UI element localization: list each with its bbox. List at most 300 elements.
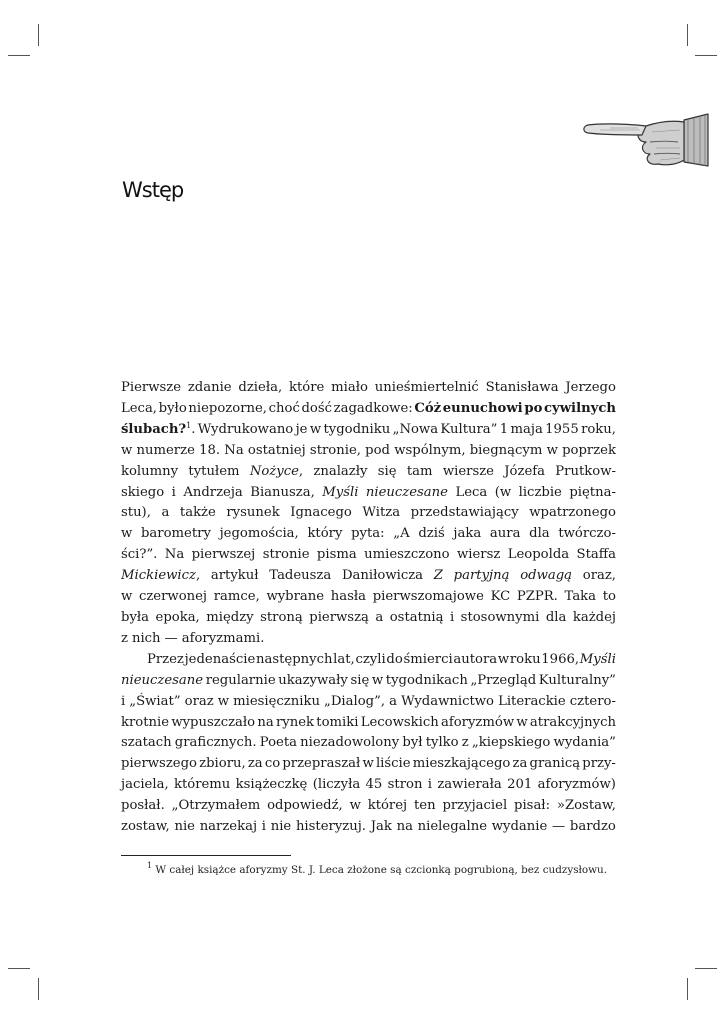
word-text: znalazły bbox=[313, 463, 368, 479]
word bbox=[393, 524, 409, 545]
word bbox=[206, 608, 253, 629]
word bbox=[544, 399, 616, 420]
body-line bbox=[121, 796, 616, 817]
word-text: regularnie bbox=[205, 672, 276, 688]
word bbox=[545, 420, 579, 441]
word bbox=[218, 692, 229, 713]
word bbox=[313, 462, 367, 483]
body-line bbox=[121, 524, 616, 545]
word-text: ramce, bbox=[213, 589, 260, 605]
word-text: stronie bbox=[262, 547, 310, 563]
word-text: Józefa bbox=[504, 463, 545, 479]
word-text: Myśli bbox=[579, 651, 616, 667]
word bbox=[188, 462, 239, 483]
word bbox=[454, 566, 510, 587]
word-text: aforyzmów bbox=[440, 714, 515, 730]
word-text: śmierci bbox=[403, 651, 453, 667]
word-text: wydania” bbox=[553, 735, 616, 751]
word-text: stosownymi bbox=[460, 609, 540, 625]
body-line bbox=[121, 671, 616, 692]
word bbox=[121, 692, 125, 713]
word-text: co bbox=[264, 756, 281, 772]
footnote-rule bbox=[121, 855, 291, 856]
word-text: było bbox=[158, 400, 187, 416]
word bbox=[539, 671, 616, 692]
word bbox=[316, 713, 358, 734]
word bbox=[440, 420, 497, 441]
word bbox=[269, 399, 300, 420]
word bbox=[443, 462, 494, 483]
word-text: cztero- bbox=[569, 693, 616, 709]
word bbox=[220, 524, 299, 545]
word bbox=[541, 650, 579, 671]
word-text: (liczyła bbox=[312, 777, 361, 793]
word bbox=[507, 775, 532, 796]
word bbox=[224, 441, 243, 462]
word-text: posłał. bbox=[121, 798, 165, 814]
word-text: Poeta bbox=[259, 735, 297, 751]
word bbox=[317, 545, 357, 566]
word-text: był bbox=[402, 735, 423, 751]
word-text: liczbie bbox=[518, 484, 562, 500]
word-text: KC bbox=[490, 589, 511, 605]
word bbox=[185, 692, 214, 713]
word bbox=[402, 733, 422, 754]
word bbox=[361, 713, 439, 734]
word bbox=[260, 608, 303, 629]
word-text: zdanie bbox=[187, 380, 232, 395]
word-text: czerwonej bbox=[138, 589, 208, 605]
word-text: Witza bbox=[362, 505, 401, 521]
word-text: była bbox=[121, 609, 150, 625]
word-text: mieszkającego bbox=[412, 756, 511, 772]
word bbox=[188, 399, 267, 420]
word-text: pisał: bbox=[514, 798, 551, 814]
word bbox=[450, 608, 454, 629]
word bbox=[313, 775, 361, 796]
word bbox=[394, 441, 465, 462]
word-text: tylko bbox=[425, 735, 459, 751]
word-text: odwagą bbox=[520, 568, 573, 584]
word-text: nich bbox=[131, 630, 161, 646]
word-text: aforyzmami. bbox=[181, 630, 265, 646]
word-text: każdej bbox=[572, 609, 616, 625]
word bbox=[121, 608, 149, 629]
word-text: zawierała bbox=[437, 777, 502, 793]
word-text: w bbox=[217, 693, 230, 709]
body-line bbox=[121, 692, 616, 713]
body-line bbox=[121, 399, 616, 420]
word bbox=[407, 462, 433, 483]
word-text: Taka bbox=[564, 589, 597, 605]
word bbox=[171, 713, 255, 734]
word bbox=[362, 754, 373, 775]
word bbox=[517, 587, 558, 608]
word bbox=[375, 378, 479, 399]
word bbox=[278, 671, 348, 692]
word bbox=[165, 545, 184, 566]
word bbox=[121, 775, 169, 796]
word bbox=[342, 566, 423, 587]
crop-mark-top-right bbox=[687, 24, 688, 46]
word bbox=[214, 587, 260, 608]
word bbox=[426, 733, 459, 754]
word bbox=[428, 775, 432, 796]
word-text: pod bbox=[365, 442, 390, 458]
word bbox=[558, 524, 616, 545]
word-text: 201 bbox=[507, 777, 533, 793]
word-text: 1 bbox=[499, 421, 509, 437]
word-text: ukazywały bbox=[278, 672, 348, 688]
word-text: jaciela, bbox=[121, 777, 169, 793]
word bbox=[492, 817, 548, 838]
word-text: miało bbox=[331, 380, 368, 395]
word-text: Jerzego bbox=[565, 380, 616, 395]
word-text: się bbox=[350, 672, 370, 688]
word bbox=[250, 462, 303, 483]
word-text: pierwszomajowe bbox=[372, 589, 484, 605]
word-text: aura bbox=[489, 526, 521, 542]
word-text: Literackie bbox=[498, 693, 566, 709]
word bbox=[263, 545, 310, 566]
word-text: artykuł bbox=[210, 568, 259, 584]
word-text: „Dialog”, bbox=[324, 693, 386, 709]
word bbox=[121, 441, 132, 462]
word-text: któremu bbox=[173, 777, 231, 793]
word-text: — bbox=[164, 630, 178, 646]
word-text: w bbox=[497, 651, 510, 667]
word-text: Leca, bbox=[121, 400, 158, 416]
word-text: Nożyce bbox=[249, 463, 299, 479]
word bbox=[132, 629, 161, 650]
word-text: wiersz bbox=[456, 547, 501, 563]
word-text: także bbox=[179, 505, 216, 521]
word-text: Kulturalny” bbox=[538, 672, 616, 688]
word-text: Myśli bbox=[322, 484, 359, 500]
word-text: Prutkow- bbox=[555, 463, 616, 479]
word bbox=[529, 503, 616, 524]
body-line bbox=[121, 503, 616, 524]
word-text: jaka bbox=[453, 526, 482, 542]
word-text: w bbox=[121, 442, 133, 458]
word bbox=[603, 587, 616, 608]
word bbox=[257, 713, 273, 734]
word bbox=[546, 608, 567, 629]
word bbox=[393, 420, 438, 441]
word-text: a bbox=[389, 693, 397, 709]
word-text: Przez bbox=[147, 651, 184, 667]
word bbox=[226, 503, 279, 524]
word bbox=[282, 754, 360, 775]
word bbox=[175, 733, 257, 754]
word-text: Na bbox=[224, 442, 244, 458]
word bbox=[351, 524, 385, 545]
word-text: eunuchowi bbox=[442, 400, 523, 416]
word bbox=[121, 545, 157, 566]
word bbox=[472, 733, 550, 754]
word bbox=[121, 524, 132, 545]
word-text: w bbox=[546, 442, 558, 458]
word-text: nieuczesane bbox=[365, 484, 448, 500]
word bbox=[397, 817, 413, 838]
word bbox=[248, 754, 263, 775]
crop-mark-top-right-h bbox=[695, 55, 717, 56]
word bbox=[504, 462, 545, 483]
word bbox=[486, 378, 559, 399]
word bbox=[331, 587, 366, 608]
word-text: w bbox=[349, 798, 361, 814]
word-text: po bbox=[524, 400, 543, 416]
word-text: hasła bbox=[330, 589, 367, 605]
word-text: »Zostaw, bbox=[556, 798, 616, 814]
word bbox=[462, 733, 469, 754]
body-line bbox=[121, 545, 616, 566]
word-text: Wydawnictwo bbox=[401, 693, 494, 709]
word bbox=[554, 733, 616, 754]
word bbox=[183, 483, 242, 504]
word bbox=[443, 399, 523, 420]
word bbox=[368, 796, 407, 817]
word bbox=[121, 483, 164, 504]
word-text: Cóż bbox=[414, 400, 442, 416]
word bbox=[547, 441, 558, 462]
word-text: cywilnych bbox=[544, 400, 616, 416]
word bbox=[434, 566, 443, 587]
word bbox=[413, 754, 511, 775]
body-line bbox=[121, 566, 616, 587]
word-text: pierwszego bbox=[121, 756, 197, 772]
word-text: Staffa bbox=[576, 547, 616, 563]
word bbox=[453, 524, 481, 545]
word-text: pisma bbox=[316, 547, 357, 563]
word bbox=[199, 441, 220, 462]
word bbox=[411, 503, 519, 524]
word-text: poprzek bbox=[562, 442, 616, 458]
word bbox=[373, 587, 484, 608]
word-text: na bbox=[257, 714, 274, 730]
word bbox=[371, 817, 392, 838]
word-text: kolumny bbox=[121, 463, 179, 479]
word-text: Leca bbox=[455, 484, 488, 500]
word bbox=[200, 817, 257, 838]
word bbox=[557, 796, 616, 817]
word bbox=[121, 503, 151, 524]
word-text: a bbox=[375, 609, 384, 625]
word-text: oraz bbox=[184, 693, 214, 709]
word bbox=[121, 587, 132, 608]
word-text: dla bbox=[529, 526, 550, 542]
body-line bbox=[121, 378, 616, 399]
word-text: Ignacego bbox=[290, 505, 352, 521]
word-text: Daniłowicza bbox=[341, 568, 424, 584]
word-text: epoka, bbox=[155, 609, 200, 625]
word-text: za bbox=[512, 756, 528, 772]
word bbox=[565, 587, 597, 608]
word bbox=[376, 754, 411, 775]
word bbox=[256, 650, 333, 671]
word-text: rysunek bbox=[226, 505, 280, 521]
word bbox=[418, 524, 444, 545]
word bbox=[350, 671, 369, 692]
page-title: Wstęp bbox=[122, 178, 184, 202]
body-line bbox=[121, 587, 616, 608]
word-text: niezadowolony bbox=[300, 735, 400, 751]
footnote-ref: 1 bbox=[186, 420, 192, 430]
word-text: Jak bbox=[370, 819, 392, 835]
crop-mark-top-left bbox=[38, 24, 39, 46]
word-text: zagadkowe: bbox=[333, 400, 413, 416]
word-text: Andrzeja bbox=[183, 484, 243, 500]
word-text: umieszczono bbox=[364, 547, 450, 563]
word-text: stron bbox=[387, 777, 423, 793]
word-text: ści?”. bbox=[121, 547, 158, 563]
word bbox=[165, 629, 178, 650]
word bbox=[323, 420, 390, 441]
word-punctuation: , bbox=[195, 568, 201, 584]
word-text: „kiepskiego bbox=[471, 735, 551, 751]
word bbox=[322, 483, 358, 504]
word bbox=[414, 399, 441, 420]
word bbox=[577, 545, 616, 566]
word-text: 45 bbox=[365, 777, 383, 793]
word bbox=[581, 420, 616, 441]
word-text: Tadeusza bbox=[269, 568, 332, 584]
word-text: i bbox=[427, 777, 433, 793]
word bbox=[514, 796, 550, 817]
word-text: który bbox=[307, 526, 343, 542]
crop-mark-top-left-h bbox=[8, 55, 30, 56]
word-text: Lecowskich bbox=[360, 714, 439, 730]
word-text: tomiki bbox=[316, 714, 359, 730]
word-text: jedenaście bbox=[184, 651, 256, 667]
word-text: Pierwsze bbox=[121, 380, 182, 395]
word bbox=[530, 713, 616, 734]
body-line bbox=[121, 462, 616, 483]
word bbox=[121, 817, 170, 838]
word bbox=[139, 587, 207, 608]
word-text: aforyzmów) bbox=[537, 777, 616, 793]
word bbox=[265, 754, 280, 775]
word bbox=[403, 650, 452, 671]
word bbox=[538, 775, 616, 796]
word bbox=[192, 545, 256, 566]
word-text: 1966, bbox=[541, 651, 580, 667]
word-text: lat, bbox=[333, 651, 355, 667]
word bbox=[129, 692, 180, 713]
word-text: twórczo- bbox=[558, 526, 616, 542]
crop-mark-bottom-right-h bbox=[695, 968, 717, 969]
word bbox=[441, 713, 514, 734]
word bbox=[267, 796, 343, 817]
word bbox=[211, 566, 259, 587]
word bbox=[375, 608, 383, 629]
word-text: książeczkę bbox=[235, 777, 308, 793]
body-line bbox=[121, 713, 616, 734]
word-text: wybrane bbox=[266, 589, 325, 605]
word-text: w bbox=[362, 756, 374, 772]
body-line bbox=[121, 483, 616, 504]
word bbox=[236, 775, 308, 796]
word bbox=[199, 754, 246, 775]
word bbox=[262, 817, 266, 838]
word-text: Wydrukowano bbox=[197, 421, 294, 437]
footnote-marker: 1 bbox=[147, 861, 153, 870]
word bbox=[372, 671, 383, 692]
crop-mark-bottom-left-h bbox=[8, 968, 30, 969]
word bbox=[121, 566, 200, 587]
word bbox=[174, 817, 195, 838]
word bbox=[498, 650, 509, 671]
word bbox=[414, 796, 436, 817]
word bbox=[455, 483, 487, 504]
word-text: szatach bbox=[121, 735, 172, 751]
word bbox=[147, 650, 184, 671]
word bbox=[516, 713, 527, 734]
word-text: barometry bbox=[140, 526, 211, 542]
word bbox=[562, 441, 616, 462]
word-text: zostaw, bbox=[121, 819, 170, 835]
word bbox=[461, 608, 540, 629]
word-text: maja bbox=[510, 421, 543, 437]
word-text: stronie, bbox=[309, 442, 361, 458]
word bbox=[324, 692, 385, 713]
word bbox=[238, 378, 282, 399]
word bbox=[121, 462, 178, 483]
word bbox=[362, 503, 400, 524]
word-text: unieśmiertelnić bbox=[374, 380, 479, 395]
word-text: przepraszał bbox=[282, 756, 361, 772]
word-text: ostatnią bbox=[389, 609, 444, 625]
word-text: której bbox=[367, 798, 408, 814]
word bbox=[366, 775, 383, 796]
word bbox=[121, 733, 172, 754]
word bbox=[206, 671, 276, 692]
word bbox=[307, 524, 342, 545]
word bbox=[510, 650, 541, 671]
word bbox=[386, 650, 402, 671]
word bbox=[364, 545, 449, 566]
word bbox=[582, 754, 616, 775]
word bbox=[573, 608, 616, 629]
word bbox=[530, 754, 581, 775]
word-text: się bbox=[377, 463, 397, 479]
word-text: nielegalne bbox=[417, 819, 488, 835]
word bbox=[470, 671, 536, 692]
word bbox=[296, 420, 308, 441]
word-text: w bbox=[371, 672, 384, 688]
word-text: w bbox=[121, 526, 133, 542]
word-text: Stanisława bbox=[485, 380, 559, 395]
body-line bbox=[121, 650, 616, 671]
word bbox=[121, 378, 181, 399]
word bbox=[185, 650, 256, 671]
word-text: w bbox=[309, 421, 322, 437]
word-text: ślubach? bbox=[121, 421, 187, 437]
word-text: za bbox=[247, 756, 263, 772]
body-line bbox=[121, 775, 616, 796]
word-text: i bbox=[449, 609, 455, 625]
word bbox=[141, 524, 211, 545]
word-text: 18. bbox=[199, 442, 221, 458]
body-line bbox=[121, 733, 616, 754]
word bbox=[269, 566, 331, 587]
word-text: „Przegląd bbox=[470, 672, 537, 688]
word-text: pierwszej bbox=[191, 547, 256, 563]
word-text: miesięczniku bbox=[233, 693, 320, 709]
word bbox=[333, 650, 355, 671]
word bbox=[386, 671, 468, 692]
word bbox=[310, 420, 321, 441]
